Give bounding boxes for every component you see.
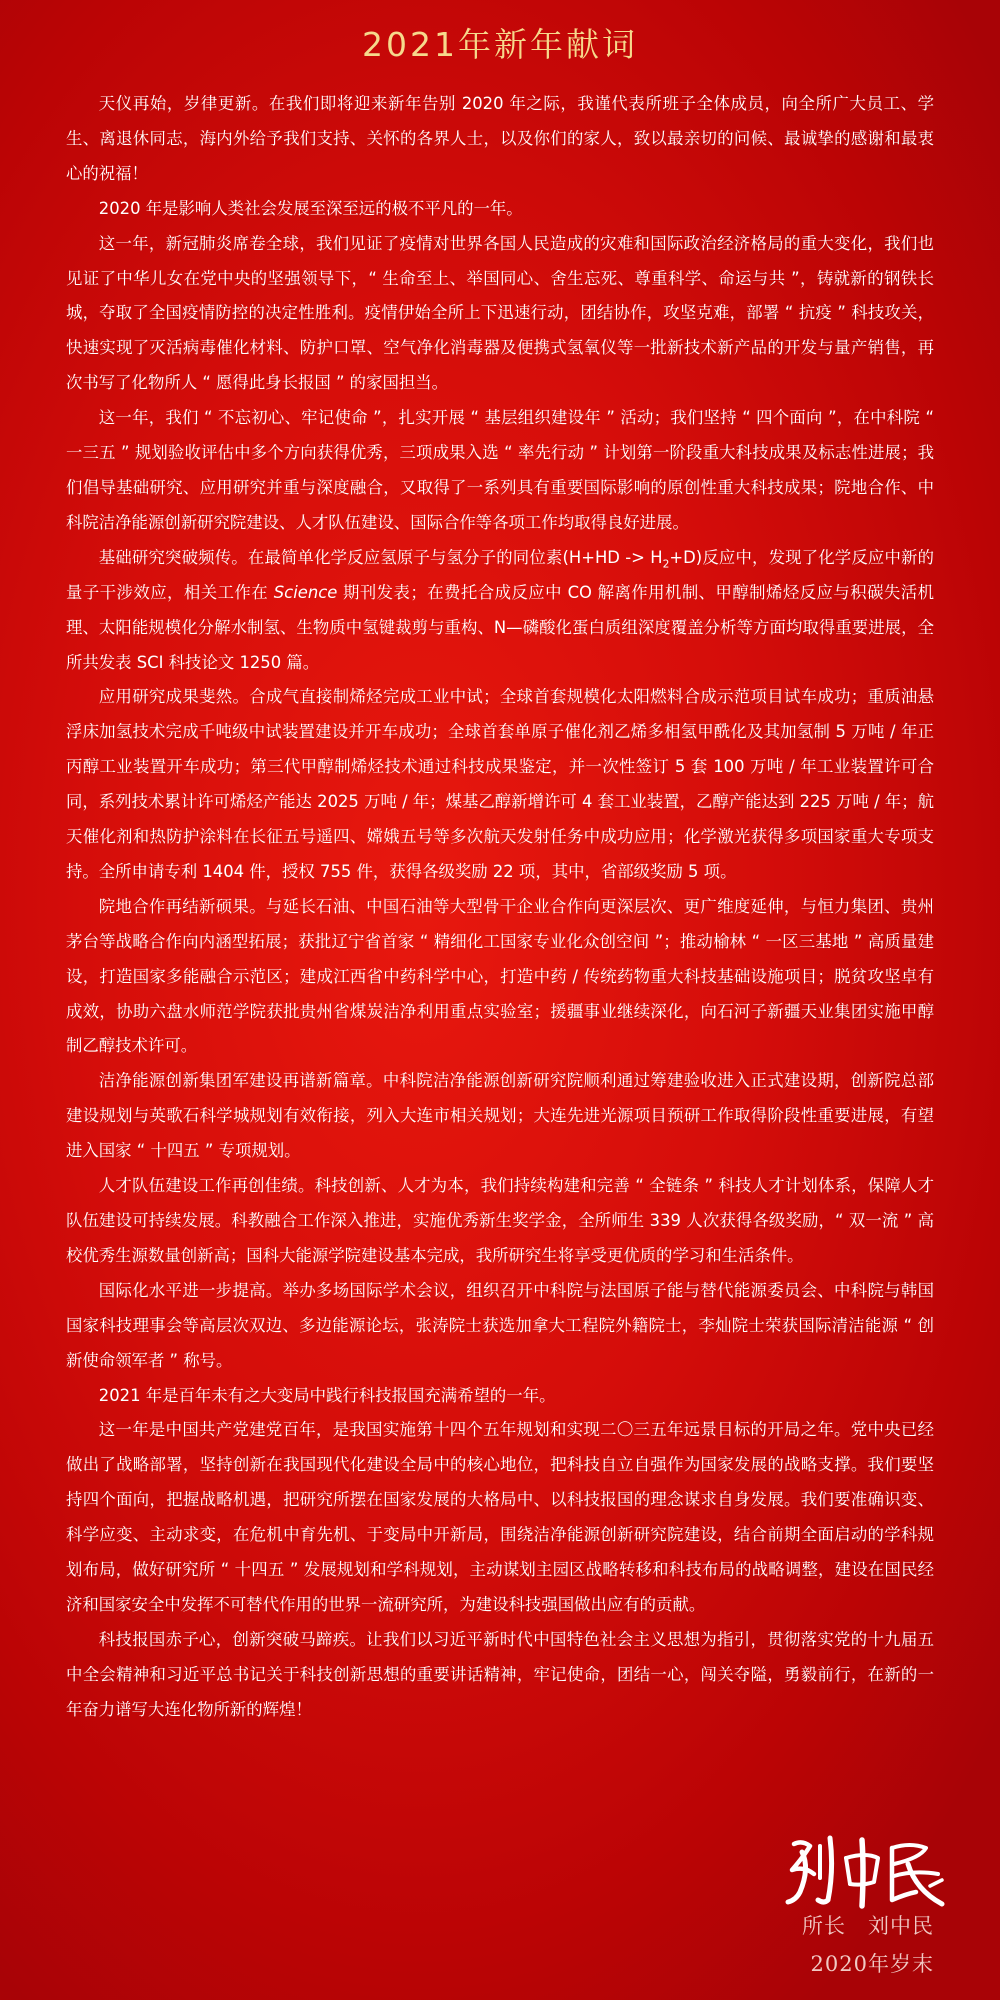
handwritten-signature — [780, 1830, 950, 1910]
signature-title: 所长 刘中民 — [802, 1914, 934, 1938]
paragraph-3: 这一年，新冠肺炎席卷全球，我们见证了疫情对世界各国人民造成的灾难和国际政治经济格局的重大变化，我们也见证了中华儿女在党中央的坚强领导下，“ 生命至上、举国同心、舍生忘死、尊重科学、命运与共 ”，铸就新的钢铁长城，夺取了全国疫情防控的决定性胜利。疫情伊始全所上下迅速行动，团结协作，攻坚克难，部署 “ 抗疫 ” 科技攻关，快速实现了灭活病毒催化材料、防护口罩、空气净化消毒器及便携式氢氧仪等一批新技术新产品的开发与量产销售，再次书写了化物所人 “ 愿得此身长报国 ” 的家国担当。 — [66, 233, 934, 393]
p5-subscript: 2 — [662, 557, 670, 571]
paragraph-1: 天仪再始，岁律更新。在我们即将迎来新年告别 2020 年之际，我谨代表所班子全体成员，向全所广大员工、学生、离退休同志，海内外给予我们支持、关怀的各界人士，以及你们的家人，致以最亲切的问候、最诚挚的感谢和最衷心的祝福！ — [66, 94, 934, 183]
paragraph-5 — [66, 541, 934, 681]
paragraph-10: 国际化水平进一步提高。举办多场国际学术会议，组织召开中科院与法国原子能与替代能源委员会、中科院与韩国国家科技理事会等高层次双边、多边能源论坛，张涛院士获选加拿大工程院外籍院士，李灿院士荣获国际清洁能源 “ 创新使命领军者 ” 称号。 — [66, 1280, 934, 1370]
paragraph-12: 这一年是中国共产党建党百年，是我国实施第十四个五年规划和实现二〇三五年远景目标的开局之年。党中央已经做出了战略部署，坚持创新在我国现代化建设全局中的核心地位，把科技自立自强作为国家发展的战略支撑。我们要坚持四个面向，把握战略机遇，把研究所摆在国家发展的大格局中、以科技报国的理念谋求自身发展。我们要准确识变、科学应变、主动求变，在危机中育先机、于变局中开新局，围绕洁净能源创新研究院建设，结合前期全面启动的学科规划布局，做好研究所 “ 十四五 ” 发展规划和学科规划，主动谋划主园区战略转移和科技布局的战略调整，建设在国民经济和国家安全中发挥不可替代作用的世界一流研究所，为建设科技强国做出应有的贡献。 — [66, 1420, 934, 1614]
article-body — [66, 87, 934, 1728]
journal-name: Science — [273, 582, 338, 602]
paragraph-4: 这一年，我们 “ 不忘初心、牢记使命 ”，扎实开展 “ 基层组织建设年 ” 活动；我们坚持 “ 四个面向 ”，在中科院 “ 一三五 ” 规划验收评估中多个方向获得优秀，三项成果入选 “ 率先行动 ” 计划第一阶段重大科技成果及标志性进展；我们倡导基础研究、应用研究并重与深度融合，又取得了一系列具有重要国际影响的原创性重大科技成果；院地合作、中科院洁净能源创新研究院建设、人才队伍建设、国际合作等各项工作均取得良好进展。 — [66, 408, 934, 532]
signature-date: 2020年岁末 — [810, 1952, 934, 1976]
p5-text-3: 期刊发表；在费托合成反应中 CO 解离作用机制、甲醇制烯烃反应与积碳失活机理、太阳能规模化分解水制氢、生物质中氢键裁剪与重构、N—磷酸化蛋白质组深度覆盖分析等方面均取得重要进展，全所共发表 SCI 科技论文 1250 篇。 — [66, 582, 934, 672]
p5-text-1: 基础研究突破频传。在最简单化学反应氢原子与氢分子的同位素(H+HD -> H — [98, 547, 663, 567]
paragraph-9: 人才队伍建设工作再创佳绩。科技创新、人才为本，我们持续构建和完善 “ 全链条 ” 科技人才计划体系，保障人才队伍建设可持续发展。科教融合工作深入推进，实施优秀新生奖学金，全所师生 339 人次获得各级奖励，“ 双一流 ” 高校优秀生源数量创新高；国科大能源学院建设基本完成，我所研究生将享受更优质的学习和生活条件。 — [66, 1176, 934, 1265]
paragraph-6: 应用研究成果斐然。合成气直接制烯烃完成工业中试；全球首套规模化太阳燃料合成示范项目试车成功；重质油悬浮床加氢技术完成千吨级中试装置建设并开车成功；全球首套单原子催化剂乙烯多相氢甲酰化及其加氢制 5 万吨 / 年正丙醇工业装置开车成功；第三代甲醇制烯烃技术通过科技成果鉴定，并一次性签订 5 套 100 万吨 / 年工业装置许可合同，系列技术累计许可烯烃产能达 2025 万吨 / 年；煤基乙醇新增许可 4 套工业装置，乙醇产能达到 225 万吨 / 年；航天催化剂和热防护涂料在长征五号遥四、嫦娥五号等多次航天发射任务中成功应用；化学激光获得多项国家重大专项支持。全所申请专利 1404 件，授权 755 件，获得各级奖励 22 项，其中，省部级奖励 5 项。 — [66, 687, 934, 881]
paragraph-13: 科技报国赤子心，创新突破马蹄疾。让我们以习近平新时代中国特色社会主义思想为指引，贯彻落实党的十九届五中全会精神和习近平总书记关于科技创新思想的重要讲话精神，牢记使命，团结一心，闯关夺隘，勇毅前行，在新的一年奋力谱写大连化物所新的辉煌！ — [66, 1629, 934, 1719]
paragraph-8: 洁净能源创新集团军建设再谱新篇章。中科院洁净能源创新研究院顺利通过筹建验收进入正式建设期，创新院总部建设规划与英歌石科学城规划有效衔接，列入大连市相关规划；大连先进光源项目预研工作取得阶段性重要进展，有望进入国家 “ 十四五 ” 专项规划。 — [66, 1071, 934, 1161]
page-title: 2021年新年献词 — [362, 25, 638, 64]
p5-text-2: +D)反应中，发现了化学反应中新的量子干涉效应，相关工作在 — [66, 547, 934, 602]
paragraph-2: 2020 年是影响人类社会发展至深至远的极不平凡的一年。 — [98, 198, 523, 218]
paragraph-7: 院地合作再结新硕果。与延长石油、中国石油等大型骨干企业合作向更深层次、更广维度延伸，与恒力集团、贵州茅台等战略合作向内涵型拓展；获批辽宁省首家 “ 精细化工国家专业化众创空间 ”；推动榆林 “ 一区三基地 ” 高质量建设，打造国家多能融合示范区；建成江西省中药科学中心，打造中药 / 传统药物重大科技基础设施项目；脱贫攻坚卓有成效，协助六盘水师范学院获批贵州省煤炭洁净利用重点实验室；援疆事业继续深化，向石河子新疆天业集团实施甲醇制乙醇技术许可。 — [66, 896, 934, 1056]
paragraph-11: 2021 年是百年未有之大变局中践行科技报国充满希望的一年。 — [98, 1385, 556, 1405]
